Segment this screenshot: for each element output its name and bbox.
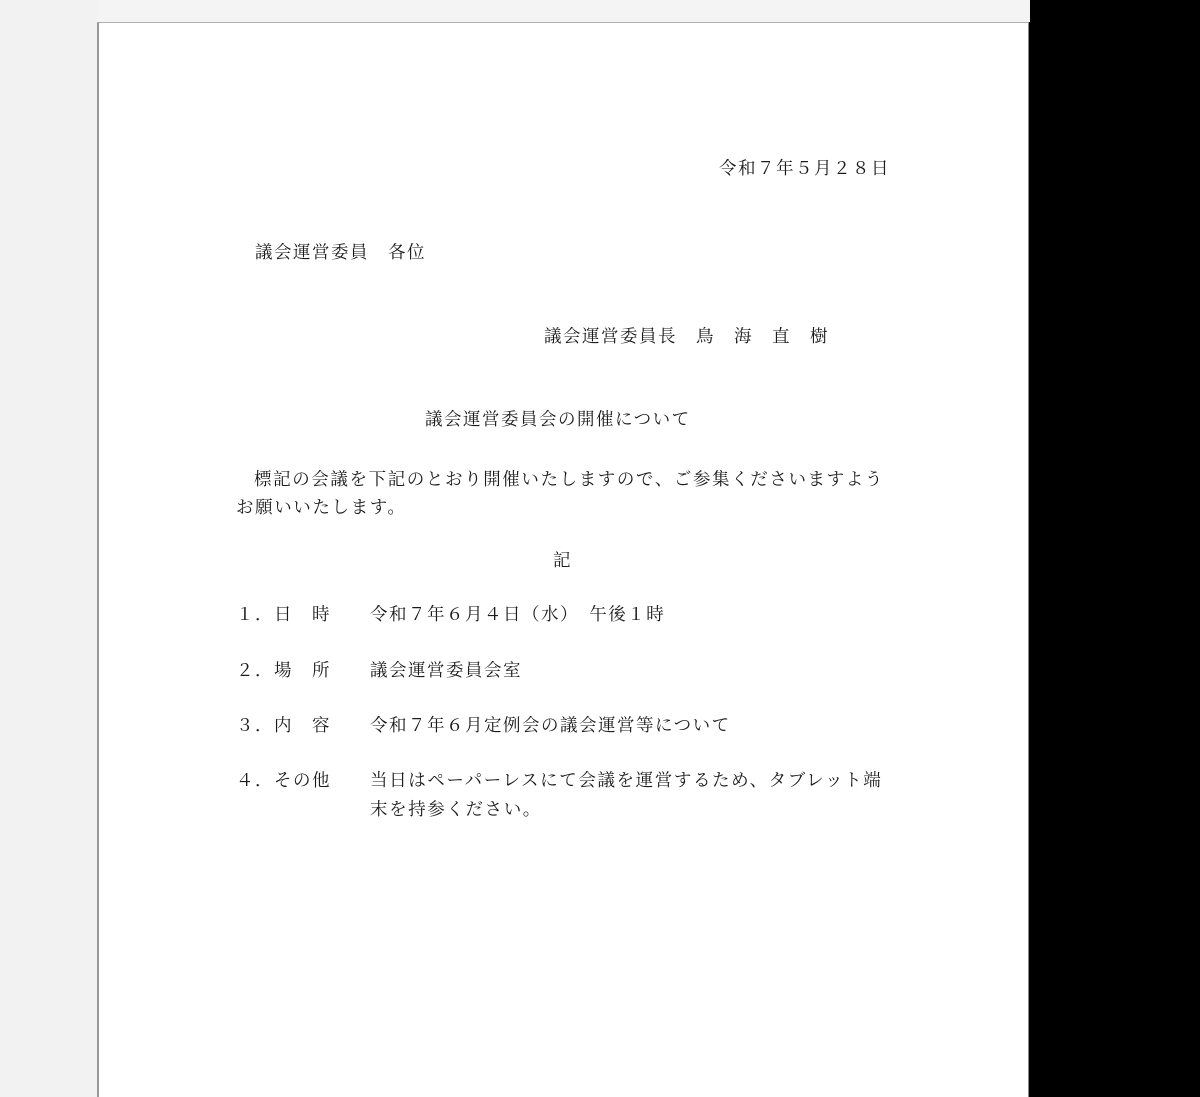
viewer-background-left <box>0 0 97 1097</box>
ki-heading: 記 <box>553 551 572 571</box>
item-label-other: ４．その他 <box>236 771 331 791</box>
item-value-content: 令和７年６月定例会の議会運営等について <box>370 716 731 736</box>
item-value-other: 当日はペーパーレスにて会議を運営するため、タブレット端末を持参ください。 <box>370 771 883 820</box>
letter-title: 議会運営委員会の開催について <box>425 410 691 430</box>
letter-body: 標記の会議を下記のとおり開催いたしますので、ご参集くださいますようお願いいたします。 <box>236 470 884 518</box>
item-label-place: ２．場 所 <box>236 661 331 681</box>
letter-sender: 議会運営委員長 鳥 海 直 樹 <box>544 327 829 347</box>
viewer-top-strip <box>97 0 1030 22</box>
item-label-content: ３．内 容 <box>236 716 331 736</box>
item-value-datetime: 令和７年６月４日（水） 午後１時 <box>370 605 666 625</box>
item-value-place: 議会運営委員会室 <box>370 661 522 681</box>
letter-addressee: 議会運営委員 各位 <box>255 243 426 263</box>
letter-date: 令和７年５月２８日 <box>719 159 890 179</box>
viewer-background-right <box>1030 0 1200 1097</box>
item-label-datetime: １．日 時 <box>236 605 331 625</box>
